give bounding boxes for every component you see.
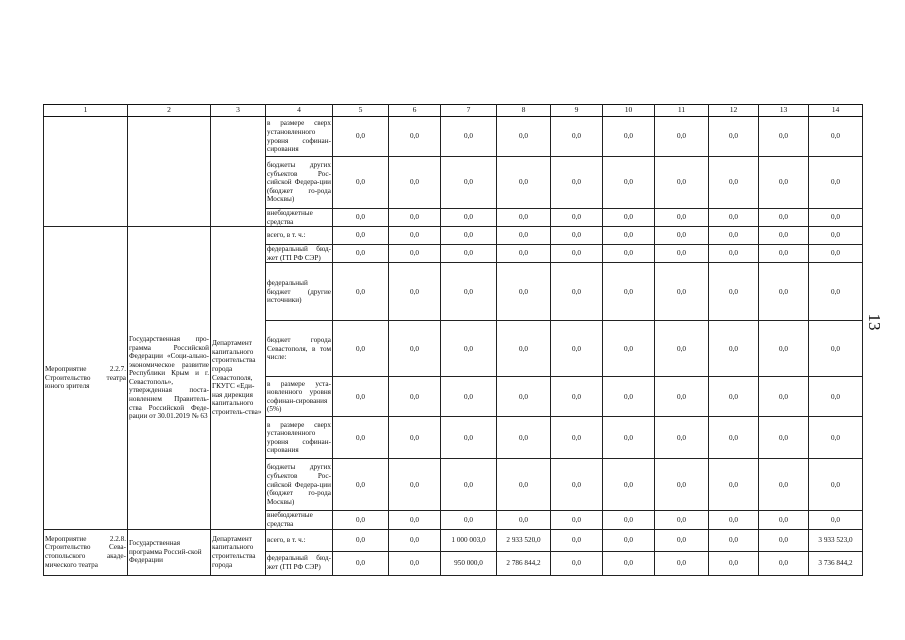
- value-cell: 0,0: [709, 157, 759, 209]
- value-cell: 3 933 523,0: [809, 529, 863, 551]
- value-cell: 0,0: [333, 117, 389, 157]
- value-cell: 0,0: [389, 511, 441, 529]
- value-cell: 0,0: [809, 321, 863, 377]
- value-cell: 0,0: [709, 377, 759, 417]
- value-cell: 0,0: [759, 117, 809, 157]
- value-cell: 0,0: [603, 417, 655, 459]
- header-cell: 12: [709, 105, 759, 117]
- value-cell: 0,0: [333, 157, 389, 209]
- continuation-col-1: [44, 117, 128, 227]
- value-cell: 0,0: [759, 511, 809, 529]
- value-cell: 0,0: [441, 209, 497, 227]
- value-cell: 0,0: [709, 117, 759, 157]
- value-cell: 0,0: [441, 321, 497, 377]
- table-row: [44, 529, 863, 551]
- funding-source-label: в размере уста-новленного уровня софинан-сирования (5%): [266, 377, 333, 417]
- value-cell: 0,0: [603, 117, 655, 157]
- header-cell: 6: [389, 105, 441, 117]
- value-cell: 0,0: [655, 551, 709, 575]
- header-cell: 13: [759, 105, 809, 117]
- value-cell: 0,0: [603, 321, 655, 377]
- value-cell: 0,0: [809, 209, 863, 227]
- value-cell: 0,0: [759, 551, 809, 575]
- value-cell: 0,0: [809, 157, 863, 209]
- value-cell: 0,0: [603, 227, 655, 245]
- value-cell: 0,0: [551, 157, 603, 209]
- funding-source-label: бюджеты других субъектов Рос-сийской Федера-ции (бюджет го-рода Москвы): [266, 459, 333, 511]
- funding-source-label: в размере сверх установленного уровня софинан-сирования: [266, 417, 333, 459]
- value-cell: 0,0: [603, 263, 655, 321]
- value-cell: 0,0: [709, 209, 759, 227]
- value-cell: 2 786 844,2: [497, 551, 551, 575]
- value-cell: 950 000,0: [441, 551, 497, 575]
- value-cell: 0,0: [551, 245, 603, 263]
- value-cell: 0,0: [709, 227, 759, 245]
- value-cell: 0,0: [441, 245, 497, 263]
- value-cell: 0,0: [603, 551, 655, 575]
- value-cell: 0,0: [497, 263, 551, 321]
- value-cell: 0,0: [333, 227, 389, 245]
- funding-source-label: федеральный бюд-жет (ГП РФ СЭР): [266, 551, 333, 575]
- header-cell: 7: [441, 105, 497, 117]
- value-cell: 0,0: [655, 321, 709, 377]
- value-cell: 0,0: [759, 377, 809, 417]
- value-cell: 0,0: [497, 321, 551, 377]
- value-cell: 0,0: [809, 511, 863, 529]
- value-cell: 0,0: [333, 529, 389, 551]
- value-cell: 0,0: [809, 459, 863, 511]
- funding-source-label: федеральный бюд-жет (ГП РФ СЭР): [267, 245, 331, 262]
- value-cell: 0,0: [441, 459, 497, 511]
- measure-227-program: Государственная про-грамма Российской Федерации «Соци-ально-экономическое развитие Республики Крым и г. Севастополь», утвержденная поста-новлением Правитель-ства Российской Феде-рации от 30.01.2019 № 63: [128, 227, 211, 529]
- value-cell: 0,0: [389, 529, 441, 551]
- value-cell: 0,0: [497, 117, 551, 157]
- header-cell: 14: [809, 105, 863, 117]
- value-cell: 0,0: [333, 377, 389, 417]
- value-cell: 0,0: [441, 117, 497, 157]
- value-cell: 0,0: [551, 417, 603, 459]
- value-cell: 0,0: [709, 245, 759, 263]
- value-cell: 0,0: [709, 511, 759, 529]
- funding-source-label: внебюджетные средства: [266, 209, 333, 227]
- value-cell: 0,0: [333, 209, 389, 227]
- value-cell: 0,0: [759, 321, 809, 377]
- header-cell: 11: [655, 105, 709, 117]
- value-cell: 0,0: [497, 245, 551, 263]
- value-cell: 0,0: [655, 245, 709, 263]
- value-cell: 0,0: [389, 321, 441, 377]
- value-cell: 0,0: [809, 227, 863, 245]
- value-cell: 0,0: [655, 209, 709, 227]
- value-cell: 0,0: [809, 417, 863, 459]
- value-cell: 0,0: [551, 209, 603, 227]
- header-cell: 1: [44, 105, 128, 117]
- measure-228-title: Мероприятие 2.2.8. Строительство Сева-стопольского акаде-мического театра: [44, 529, 128, 575]
- value-cell: 0,0: [551, 377, 603, 417]
- value-cell: 0,0: [759, 417, 809, 459]
- value-cell: 0,0: [655, 117, 709, 157]
- funding-source-label: бюджет города Севастополя, в том числе:: [266, 321, 333, 377]
- value-cell: 0,0: [655, 511, 709, 529]
- value-cell: 0,0: [709, 263, 759, 321]
- funding-source-label: федеральный бюджет (другие источники): [266, 263, 333, 321]
- page-number: 13: [865, 313, 884, 331]
- value-cell: 0,0: [441, 417, 497, 459]
- value-cell: 0,0: [759, 263, 809, 321]
- measure-227-title: Мероприятие 2.2.7. Строительство театра юного зрителя: [44, 227, 128, 529]
- value-cell: 0,0: [759, 245, 809, 263]
- header-cell: 9: [551, 105, 603, 117]
- header-cell: 10: [603, 105, 655, 117]
- value-cell: 0,0: [441, 227, 497, 245]
- value-cell: 0,0: [603, 245, 655, 263]
- value-cell: 0,0: [497, 511, 551, 529]
- value-cell: 0,0: [709, 529, 759, 551]
- value-cell: 0,0: [655, 263, 709, 321]
- value-cell: 0,0: [709, 459, 759, 511]
- value-cell: 0,0: [809, 117, 863, 157]
- value-cell: 1 000 003,0: [441, 529, 497, 551]
- value-cell: 0,0: [551, 227, 603, 245]
- header-cell: 8: [497, 105, 551, 117]
- value-cell: 0,0: [655, 227, 709, 245]
- value-cell: 0,0: [655, 459, 709, 511]
- value-cell: 0,0: [809, 263, 863, 321]
- value-cell: 0,0: [809, 245, 863, 263]
- value-cell: 0,0: [333, 417, 389, 459]
- table-row: [44, 227, 863, 245]
- value-cell: 0,0: [389, 245, 441, 263]
- value-cell: 0,0: [389, 157, 441, 209]
- value-cell: 0,0: [497, 209, 551, 227]
- value-cell: 0,0: [759, 227, 809, 245]
- value-cell: 0,0: [441, 511, 497, 529]
- value-cell: 0,0: [603, 511, 655, 529]
- value-cell: 0,0: [603, 529, 655, 551]
- value-cell: 0,0: [389, 459, 441, 511]
- value-cell: 0,0: [551, 529, 603, 551]
- value-cell: 0,0: [655, 417, 709, 459]
- value-cell: 0,0: [497, 417, 551, 459]
- header-cell: 2: [128, 105, 211, 117]
- value-cell: 0,0: [655, 377, 709, 417]
- funding-source-label: бюджеты других субъектов Рос-сийской Федера-ции (бюджет го-рода Москвы): [266, 157, 333, 209]
- continuation-col-2: [128, 117, 211, 227]
- value-cell: 0,0: [441, 377, 497, 417]
- value-cell: 0,0: [551, 321, 603, 377]
- measure-228-executor: Департамент капитального строительства города: [211, 529, 266, 575]
- value-cell: 0,0: [603, 377, 655, 417]
- value-cell: 0,0: [333, 321, 389, 377]
- value-cell: 0,0: [441, 157, 497, 209]
- header-cell: 4: [266, 105, 333, 117]
- table-row: [44, 117, 863, 157]
- value-cell: 0,0: [655, 529, 709, 551]
- value-cell: 0,0: [497, 157, 551, 209]
- value-cell: 0,0: [551, 511, 603, 529]
- value-cell: 3 736 844,2: [809, 551, 863, 575]
- value-cell: 0,0: [709, 551, 759, 575]
- value-cell: 0,0: [551, 551, 603, 575]
- value-cell: 0,0: [389, 551, 441, 575]
- value-cell: 0,0: [709, 321, 759, 377]
- value-cell: 0,0: [603, 157, 655, 209]
- value-cell: 0,0: [759, 529, 809, 551]
- value-cell: 0,0: [497, 377, 551, 417]
- header-cell: 3: [211, 105, 266, 117]
- value-cell: 0,0: [551, 117, 603, 157]
- value-cell: 0,0: [389, 117, 441, 157]
- value-cell: 0,0: [389, 209, 441, 227]
- value-cell: 2 933 520,0: [497, 529, 551, 551]
- value-cell: 0,0: [389, 227, 441, 245]
- value-cell: 0,0: [759, 459, 809, 511]
- value-cell: 0,0: [809, 377, 863, 417]
- value-cell: 0,0: [551, 459, 603, 511]
- value-cell: 0,0: [333, 511, 389, 529]
- value-cell: 0,0: [759, 209, 809, 227]
- value-cell: 0,0: [333, 459, 389, 511]
- value-cell: 0,0: [759, 157, 809, 209]
- header-row: [44, 105, 863, 117]
- header-cell: 5: [333, 105, 389, 117]
- funding-source-label: в размере сверх установленного уровня софинан-сирования: [266, 117, 333, 157]
- value-cell: 0,0: [441, 263, 497, 321]
- budget-table: [43, 104, 863, 576]
- value-cell: 0,0: [603, 209, 655, 227]
- value-cell: 0,0: [655, 157, 709, 209]
- funding-source-label: всего, в т. ч.:: [266, 227, 333, 245]
- value-cell: 0,0: [551, 263, 603, 321]
- value-cell: 0,0: [333, 551, 389, 575]
- measure-228-program: Государственная программа Россий-ской Федерации: [128, 529, 211, 575]
- value-cell: 0,0: [333, 263, 389, 321]
- continuation-col-3: [211, 117, 266, 227]
- funding-source-label: всего, в т. ч.:: [266, 529, 333, 551]
- measure-227-executor: Департамент капитального строительства города Севастополя, ГКУГС «Еди-ная дирекция капитального строитель-ства»: [211, 227, 266, 529]
- value-cell: 0,0: [603, 459, 655, 511]
- value-cell: 0,0: [333, 245, 389, 263]
- value-cell: 0,0: [709, 417, 759, 459]
- value-cell: 0,0: [389, 263, 441, 321]
- value-cell: 0,0: [389, 377, 441, 417]
- value-cell: 0,0: [389, 417, 441, 459]
- funding-source-label: внебюджетные средства: [266, 511, 333, 529]
- value-cell: 0,0: [497, 227, 551, 245]
- value-cell: 0,0: [497, 459, 551, 511]
